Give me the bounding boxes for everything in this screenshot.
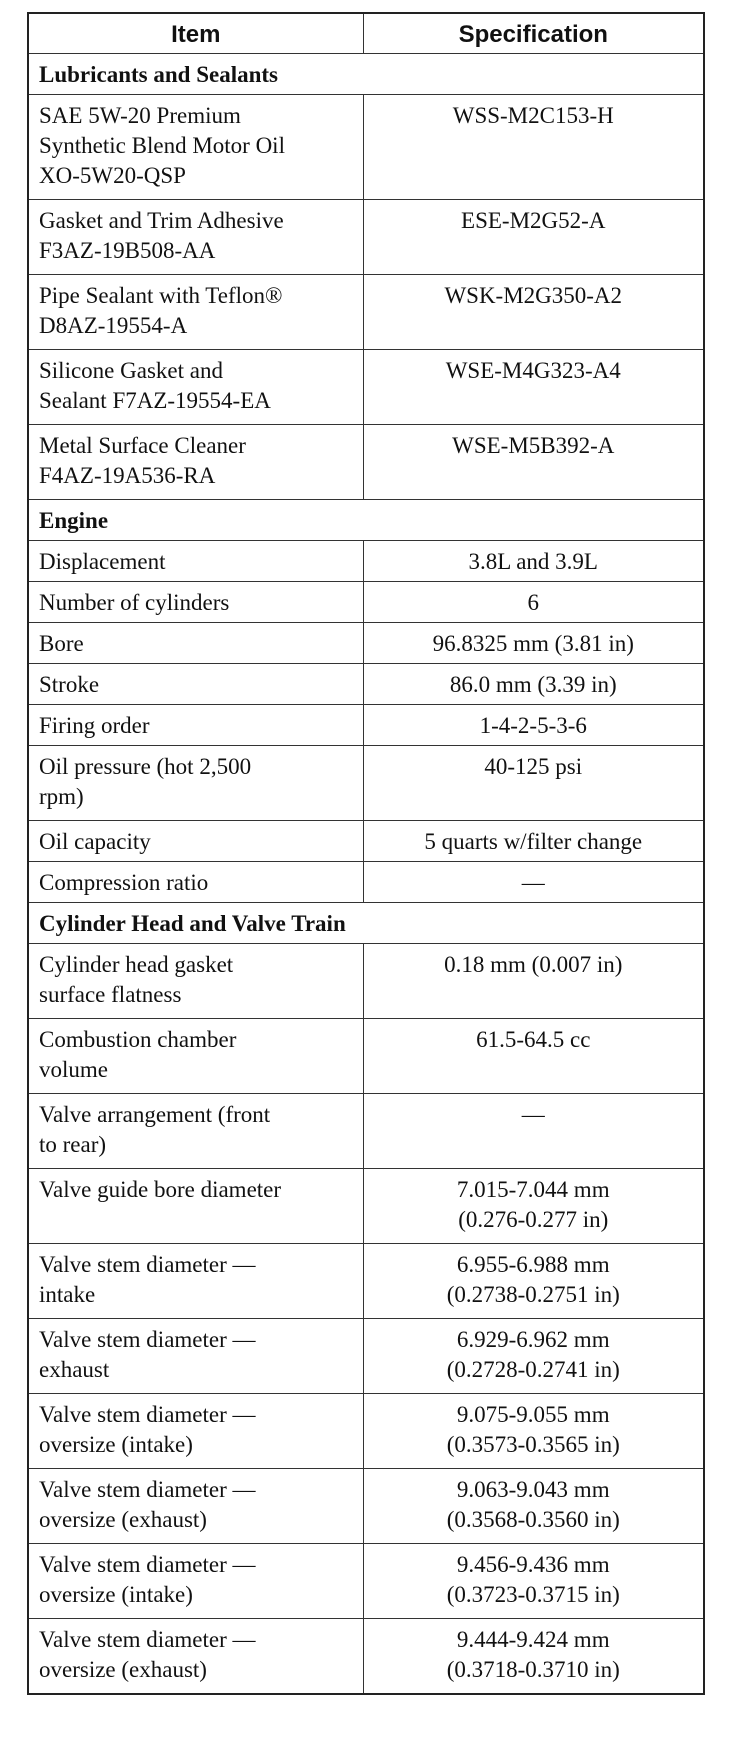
specification-cell [363, 582, 704, 623]
item-text-line: Metal Surface Cleaner [39, 433, 246, 458]
specification-cell [363, 1169, 704, 1244]
item-text-line: Firing order [39, 713, 150, 738]
specification-cell [363, 862, 704, 903]
table-row [28, 1094, 704, 1169]
item-text-line: Compression ratio [39, 870, 209, 895]
item-text-line: F4AZ-19A536-RA [39, 463, 216, 488]
item-text-line: Silicone Gasket and [39, 358, 223, 383]
item-cell [28, 746, 363, 821]
table-row [28, 705, 704, 746]
specification-text-line: (0.3573-0.3565 in) [446, 1432, 620, 1457]
item-text-line: Valve arrangement (front [39, 1102, 271, 1127]
specification-text-line: 9.063-9.043 mm [456, 1477, 610, 1502]
table-row [28, 1319, 704, 1394]
specification-text-line: 96.8325 mm (3.81 in) [432, 631, 634, 656]
table-row [28, 582, 704, 623]
item-text-line: Valve stem diameter — [39, 1252, 256, 1277]
table-row [28, 200, 704, 275]
item-cell [28, 1319, 363, 1394]
item-cell [28, 623, 363, 664]
item-text-line: oversize (intake) [39, 1582, 193, 1607]
item-text-line: oversize (intake) [39, 1432, 193, 1457]
specification-cell [363, 425, 704, 500]
specification-cell [363, 1319, 704, 1394]
specification-cell [363, 1544, 704, 1619]
item-text-line: Gasket and Trim Adhesive [39, 208, 284, 233]
table-row [28, 1169, 704, 1244]
item-text-line: XO-5W20-QSP [39, 163, 186, 188]
specification-cell [363, 623, 704, 664]
item-cell [28, 1169, 363, 1244]
specification-text-line: 6 [527, 590, 539, 615]
specification-cell [363, 705, 704, 746]
specification-cell [363, 1469, 704, 1544]
section-title: Cylinder Head and Valve Train [28, 903, 704, 944]
specification-cell [363, 350, 704, 425]
specification-text-line: (0.3568-0.3560 in) [446, 1507, 620, 1532]
specification-text-line: 3.8L and 3.9L [468, 549, 598, 574]
specification-cell [363, 95, 704, 200]
table-row [28, 664, 704, 705]
item-text-line: SAE 5W-20 Premium [39, 103, 241, 128]
item-text-line: Valve stem diameter — [39, 1402, 256, 1427]
specification-text-line: 61.5-64.5 cc [476, 1027, 591, 1052]
item-text-line: rpm) [39, 784, 84, 809]
item-cell [28, 944, 363, 1019]
specification-cell [363, 275, 704, 350]
item-cell [28, 275, 363, 350]
item-text-line: Valve stem diameter — [39, 1627, 256, 1652]
specification-cell [363, 1019, 704, 1094]
specification-text-line: (0.276-0.277 in) [458, 1207, 609, 1232]
specification-table [27, 12, 705, 1695]
item-text-line: oversize (exhaust) [39, 1657, 207, 1682]
specification-text-line: (0.3718-0.3710 in) [446, 1657, 620, 1682]
item-cell [28, 95, 363, 200]
specification-cell [363, 746, 704, 821]
specification-text-line: 0.18 mm (0.007 in) [444, 952, 623, 977]
section-row [28, 903, 704, 944]
section-row [28, 54, 704, 95]
item-text-line: Bore [39, 631, 84, 656]
section-title: Engine [28, 500, 704, 541]
item-text-line: surface flatness [39, 982, 182, 1007]
specification-text-line: WSK-M2G350-A2 [444, 283, 623, 308]
specification-text-line: WSE-M4G323-A4 [445, 358, 621, 383]
item-cell [28, 1019, 363, 1094]
item-text-line: Valve stem diameter — [39, 1552, 256, 1577]
specification-cell [363, 200, 704, 275]
item-text-line: Sealant F7AZ-19554-EA [39, 388, 271, 413]
specification-text-line: — [521, 870, 545, 895]
item-text-line: Valve stem diameter — [39, 1477, 256, 1502]
header-row [28, 13, 704, 54]
specification-text-line: (0.2738-0.2751 in) [446, 1282, 620, 1307]
table-row [28, 862, 704, 903]
item-text-line: Combustion chamber [39, 1027, 237, 1052]
item-text-line: exhaust [39, 1357, 110, 1382]
item-text-line: D8AZ-19554-A [39, 313, 188, 338]
item-text-line: Number of cylinders [39, 590, 230, 615]
specification-cell [363, 1394, 704, 1469]
item-cell [28, 1469, 363, 1544]
specification-text-line: 6.929-6.962 mm [456, 1327, 610, 1352]
table-row [28, 1019, 704, 1094]
specification-text-line: 9.075-9.055 mm [456, 1402, 610, 1427]
specification-cell [363, 1094, 704, 1169]
specification-text-line: 1-4-2-5-3-6 [479, 713, 587, 738]
table-row [28, 275, 704, 350]
item-cell [28, 1544, 363, 1619]
specification-cell [363, 541, 704, 582]
item-text-line: Valve stem diameter — [39, 1327, 256, 1352]
item-text-line: Displacement [39, 549, 166, 574]
specification-text-line: WSS-M2C153-H [452, 103, 614, 128]
specification-text-line: — [521, 1102, 545, 1127]
specification-text-line: 9.456-9.436 mm [456, 1552, 610, 1577]
table-row [28, 746, 704, 821]
specification-text-line: ESE-M2G52-A [461, 208, 606, 233]
specification-text-line: 9.444-9.424 mm [456, 1627, 610, 1652]
item-cell [28, 821, 363, 862]
section-row [28, 500, 704, 541]
specification-cell [363, 664, 704, 705]
table-row [28, 95, 704, 200]
specification-text-line: 86.0 mm (3.39 in) [449, 672, 617, 697]
specification-text-line: (0.2728-0.2741 in) [446, 1357, 620, 1382]
item-cell [28, 582, 363, 623]
item-text-line: oversize (exhaust) [39, 1507, 207, 1532]
specification-cell [363, 1244, 704, 1319]
table-row [28, 821, 704, 862]
table-body [28, 54, 704, 1695]
table-row [28, 1244, 704, 1319]
item-cell [28, 862, 363, 903]
item-text-line: Pipe Sealant with Teflon® [39, 283, 283, 308]
item-cell [28, 705, 363, 746]
item-text-line: Oil pressure (hot 2,500 [39, 754, 252, 779]
specification-text-line: WSE-M5B392-A [452, 433, 615, 458]
specification-column-header: Specification [363, 13, 704, 54]
item-text-line: F3AZ-19B508-AA [39, 238, 216, 263]
item-cell [28, 425, 363, 500]
specification-cell [363, 944, 704, 1019]
specification-text-line: 6.955-6.988 mm [456, 1252, 610, 1277]
item-column-header: Item [28, 13, 363, 54]
item-cell [28, 1394, 363, 1469]
specification-cell [363, 821, 704, 862]
item-cell [28, 1244, 363, 1319]
table-row [28, 623, 704, 664]
item-text-line: volume [39, 1057, 108, 1082]
item-text-line: Synthetic Blend Motor Oil [39, 133, 285, 158]
item-cell [28, 350, 363, 425]
item-cell [28, 1619, 363, 1695]
table-row [28, 1544, 704, 1619]
item-cell [28, 541, 363, 582]
table-row [28, 541, 704, 582]
item-text-line: Valve guide bore diameter [39, 1177, 282, 1202]
specification-text-line: 40-125 psi [484, 754, 583, 779]
table-row [28, 1619, 704, 1695]
table-row [28, 1394, 704, 1469]
item-text-line: to rear) [39, 1132, 107, 1157]
item-cell [28, 1094, 363, 1169]
item-text-line: Cylinder head gasket [39, 952, 234, 977]
item-text-line: intake [39, 1282, 96, 1307]
item-text-line: Stroke [39, 672, 100, 697]
table-row [28, 1469, 704, 1544]
table-row [28, 425, 704, 500]
table-row [28, 944, 704, 1019]
specification-text-line: 7.015-7.044 mm [456, 1177, 610, 1202]
specification-text-line: (0.3723-0.3715 in) [446, 1582, 620, 1607]
item-text-line: Oil capacity [39, 829, 151, 854]
section-title: Lubricants and Sealants [28, 54, 704, 95]
item-cell [28, 200, 363, 275]
item-cell [28, 664, 363, 705]
specification-cell [363, 1619, 704, 1695]
specification-text-line: 5 quarts w/filter change [424, 829, 643, 854]
table-row [28, 350, 704, 425]
